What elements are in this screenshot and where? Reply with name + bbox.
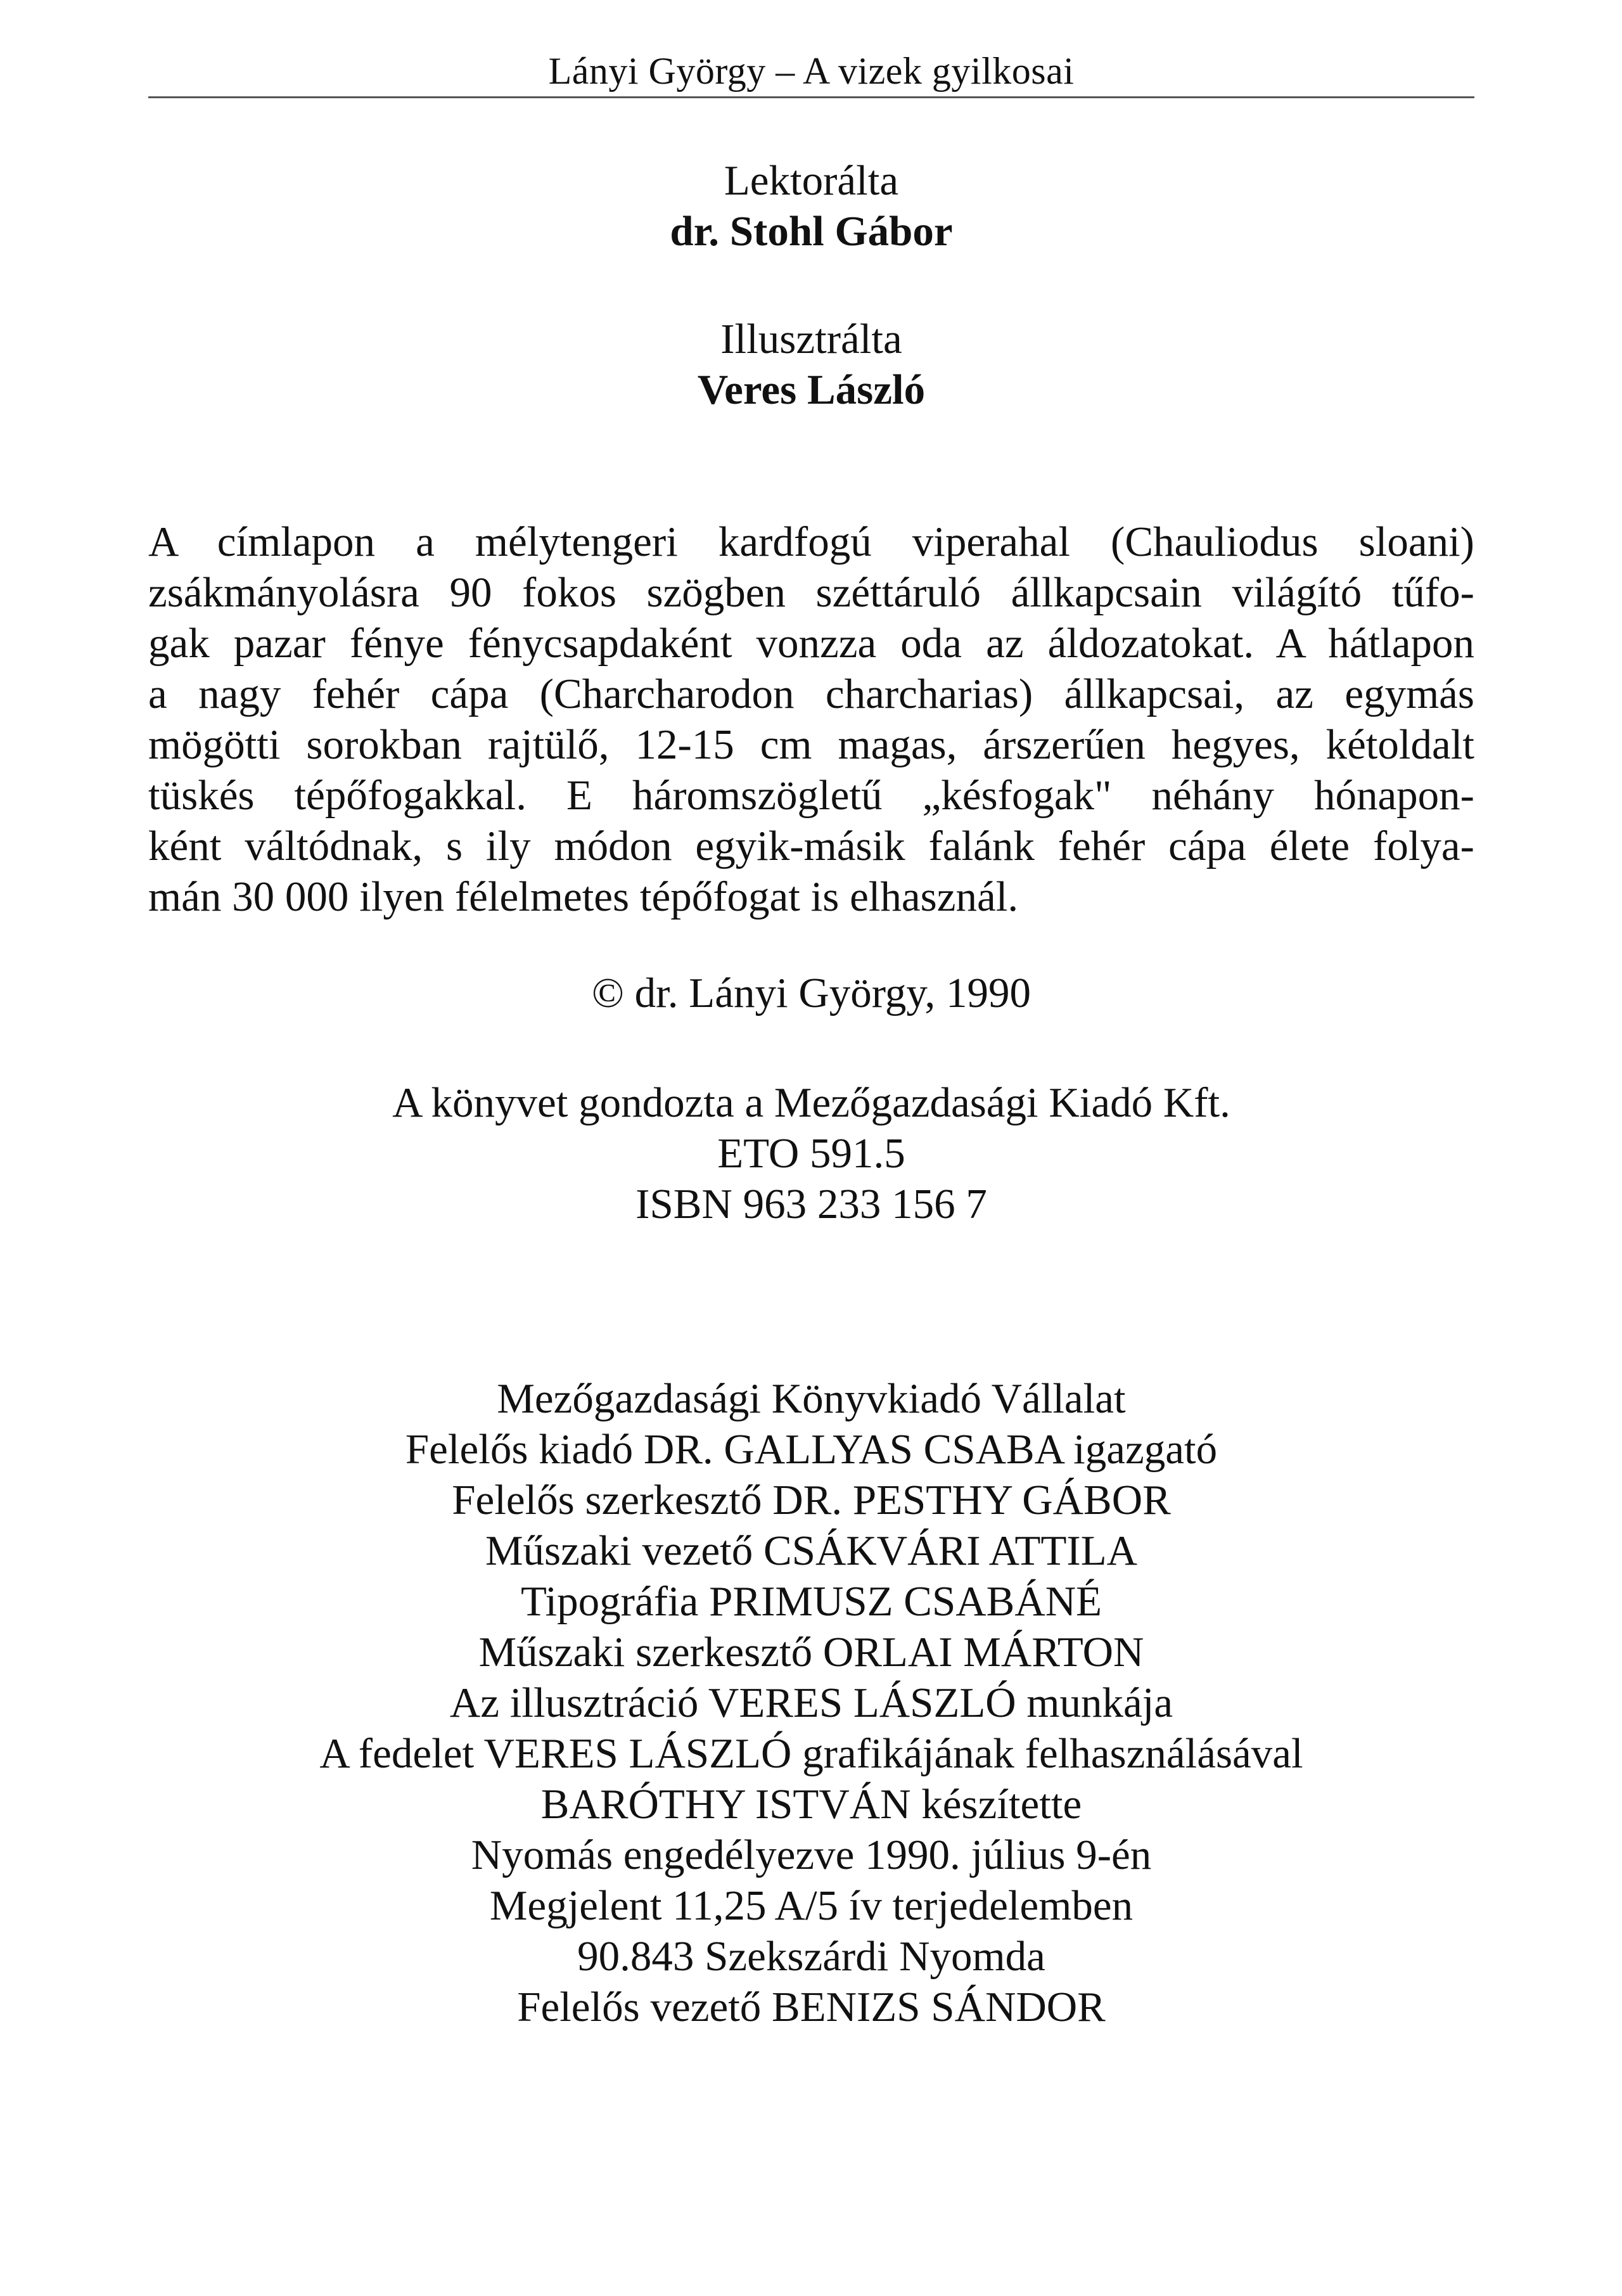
imprint-line: Műszaki vezető CSÁKVÁRI ATTILA <box>485 1527 1138 1574</box>
lektor-label: Lektorálta <box>724 157 899 204</box>
cover-description-line: A címlapon a mélytengeri kardfogú viperahal (Chauliodus sloani) <box>148 518 1474 565</box>
lektor-credit <box>148 155 1474 257</box>
illustrator-label: Illusztrálta <box>720 316 902 362</box>
imprint-line: Nyomás engedélyezve 1990. július 9-én <box>471 1831 1152 1878</box>
cover-description-line: tüskés tépőfogakkal. E háromszögletű „késfogak" néhány hónapon- <box>148 772 1474 819</box>
imprint-line: A fedelet VERES LÁSZLÓ grafikájának felhasználásával <box>319 1730 1303 1777</box>
cover-description-line: mán 30 000 ilyen félelmetes tépőfogat is elhasznál. <box>148 873 1019 920</box>
cover-description-line: gak pazar fénye fénycsapdaként vonzza oda az áldozatokat. A hátlapon <box>148 620 1474 667</box>
cover-description-line: a nagy fehér cápa (Charcharodon charcharias) állkapcsai, az egymás <box>148 670 1474 717</box>
cover-description-line: mögötti sorokban rajtülő, 12-15 cm magas, árszerűen hegyes, kétoldalt <box>148 721 1474 768</box>
imprint-line: Felelős szerkesztő DR. PESTHY GÁBOR <box>452 1477 1171 1523</box>
illustrator-credit <box>148 314 1474 415</box>
copyright-line: © dr. Lányi György, 1990 <box>592 970 1031 1017</box>
imprint-line: Megjelent 11,25 A/5 ív terjedelemben <box>489 1882 1133 1929</box>
copyright-notice <box>148 968 1474 1018</box>
imprint-line: Mezőgazdasági Könyvkiadó Vállalat <box>497 1375 1126 1422</box>
imprint-line: Tipográfia PRIMUSZ CSABÁNÉ <box>520 1578 1102 1625</box>
imprint-line: BARÓTHY ISTVÁN készítette <box>540 1781 1082 1828</box>
cover-description-line: ként váltódnak, s ily módon egyik-másik falánk fehér cápa élete folya- <box>148 823 1474 869</box>
publication-info <box>148 1077 1474 1229</box>
running-header: Lányi György – A vizek gyilkosai <box>548 50 1075 92</box>
header-rule <box>148 96 1474 98</box>
imprint-line: Az illusztráció VERES LÁSZLÓ munkája <box>449 1679 1173 1726</box>
imprint <box>148 1373 1474 2032</box>
isbn: ISBN 963 233 156 7 <box>635 1181 987 1228</box>
imprint-line: Felelős vezető BENIZS SÁNDOR <box>517 1984 1106 2030</box>
imprint-line: Felelős kiadó DR. GALLYAS CSABA igazgató <box>405 1426 1218 1473</box>
imprint-line: 90.843 Szekszárdi Nyomda <box>577 1933 1045 1980</box>
lektor-name: dr. Stohl Gábor <box>670 208 953 255</box>
illustrator-name: Veres László <box>697 366 926 413</box>
cover-description-line: zsákmányolásra 90 fokos szögben széttáruló állkapcsain világító tűfo- <box>148 569 1474 616</box>
eto-code: ETO 591.5 <box>717 1130 905 1177</box>
publisher-note: A könyvet gondozta a Mezőgazdasági Kiadó Kft. <box>392 1079 1230 1126</box>
cover-description <box>148 516 1474 922</box>
imprint-line: Műszaki szerkesztő ORLAI MÁRTON <box>478 1629 1144 1676</box>
